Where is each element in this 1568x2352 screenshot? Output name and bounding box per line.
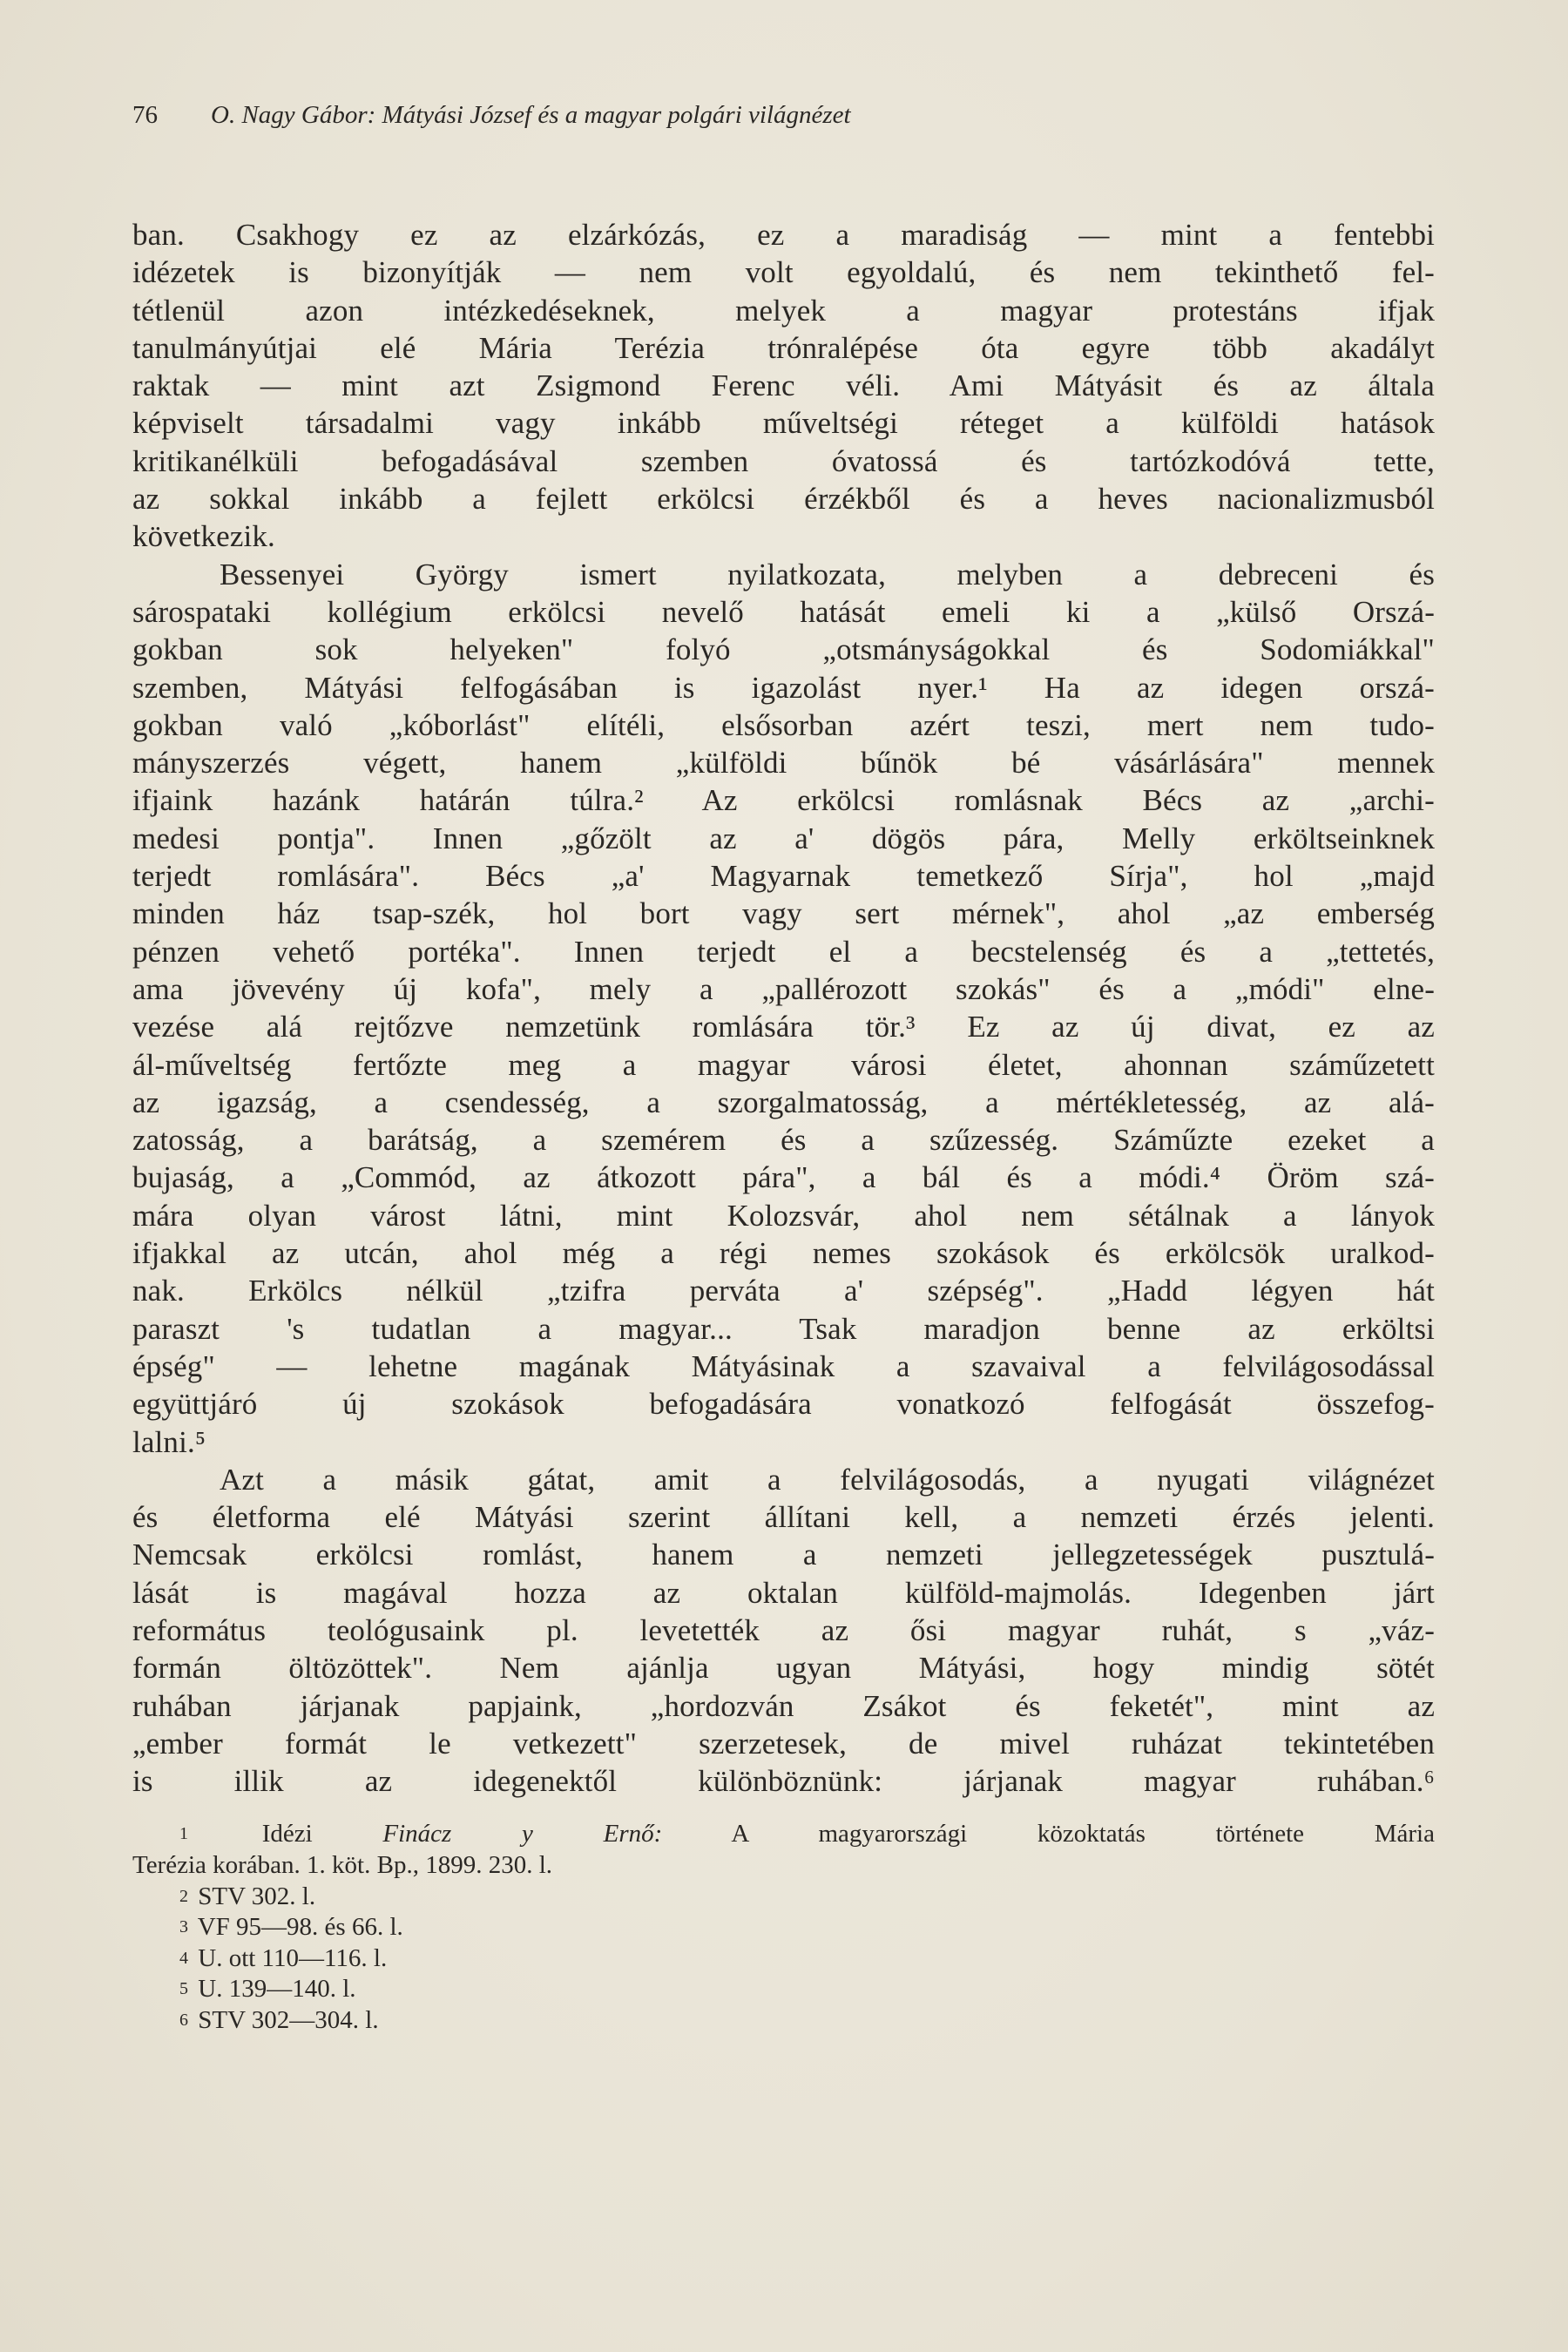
text-line: „ember formát le vetkezett" szerzetesek, de mivel ruházat tekintetében [132, 1726, 1435, 1761]
text-line: mára olyan várost látni, mint Kolozsvár, ahol nem sétálnak a lányok [132, 1198, 1435, 1233]
text-line: az igazság, a csendesség, a szorgalmatosság, a mértékletesség, az alá- [132, 1085, 1435, 1119]
footnote-mark: 6 [179, 2011, 188, 2031]
footnote-text: STV 302—304. l. [198, 2006, 379, 2035]
text-line: kritikanélküli befogadásával szemben óvatossá és tartózkodóvá tette, [132, 443, 1435, 478]
text-line: terjedt romlására". Bécs „a' Magyarnak temetkező Sírja", hol „majd [132, 859, 1435, 894]
text-line: szemben, Mátyási felfogásában is igazolást nyer.¹ Ha az idegen orszá- [132, 670, 1435, 705]
text-line: ifjakkal az utcán, ahol még a régi nemes szokások és erkölcsök uralkod- [132, 1236, 1435, 1271]
text-line: idézetek is bizonyítják — nem volt egyoldalú, és nem tekinthető fel- [132, 255, 1435, 290]
text-line: zatosság, a barátság, a szemérem és a szűzesség. Száműzte ezeket a [132, 1123, 1435, 1158]
text-line: épség" — lehetne magának Mátyásinak a szavaival a felvilágosodással [132, 1348, 1435, 1383]
text-line: lását is magával hozza az oktalan külföld-majmolás. Idegenben járt [132, 1575, 1435, 1610]
text-line: tétlenül azon intézkedéseknek, melyek a magyar protestáns ifjak [132, 293, 1435, 328]
text-line: lalni.⁵ [132, 1424, 206, 1459]
footnote-text: STV 302. l. [198, 1882, 316, 1910]
text-line: sárospataki kollégium erkölcsi nevelő hatását emeli ki a „külső Orszá- [132, 594, 1435, 629]
text-line: ál-műveltség fertőzte meg a magyar városi életet, ahonnan száműzetett [132, 1047, 1435, 1082]
footnote-mark: 5 [179, 1979, 188, 1999]
page-number: 76 [132, 101, 158, 129]
footnote-text: VF 95—98. és 66. l. [197, 1913, 403, 1942]
text-line: medesi pontja". Innen „gőzölt az a' dögös pára, Melly erköltseinknek [132, 821, 1435, 855]
running-title: O. Nagy Gábor: Mátyási József és a magyar polgári világnézet [211, 101, 851, 129]
text-line: paraszt 's tudatlan a magyar... Tsak maradjon benne az erköltsi [132, 1311, 1435, 1346]
footnote-4 [132, 1943, 1435, 1975]
footnote-6 [132, 2005, 1435, 2037]
text-line: és életforma elé Mátyási szerint állítani kell, a nemzeti érzés jelenti. [132, 1500, 1435, 1535]
text-line: gokban való „kóborlást" elítéli, elsősorban azért teszi, mert nem tudo- [132, 707, 1435, 742]
footnote-text: A magyarországi közoktatás története Mária [662, 1820, 1435, 1848]
text-line: ruhában járjanak papjaink, „hordozván Zsákot és feketét", mint az [132, 1688, 1435, 1723]
text-line: raktak — mint azt Zsigmond Ferenc véli. Ami Mátyásit és az általa [132, 368, 1435, 403]
body-text [132, 216, 1435, 2037]
footnote-1-continued [132, 1850, 1435, 1882]
footnote-1: 1 Idézi Finácz y Ernő: A magyarországi közoktatás története Mária [179, 1820, 1435, 1848]
text-line: képviselt társadalmi vagy inkább műveltségi réteget a külföldi hatások [132, 406, 1435, 441]
footnote-text: Terézia korában. 1. köt. Bp., 1899. 230. l. [132, 1851, 552, 1880]
text-line: tanulmányútjai elé Mária Terézia trónralépése óta egyre több akadályt [132, 330, 1435, 365]
footnote-mark: 4 [179, 1948, 188, 1968]
text-line: bujaság, a „Commód, az átkozott pára", a bál és a módi.⁴ Öröm szá- [132, 1160, 1435, 1195]
footnote-text: U. ott 110—116. l. [198, 1943, 388, 1972]
text-line: az sokkal inkább a fejlett erkölcsi érzékből és a heves nacionalizmusból [132, 482, 1435, 517]
text-line: Nemcsak erkölcsi romlást, hanem a nemzeti jellegzetességek pusztulá- [132, 1538, 1435, 1572]
text-line: mányszerzés végett, hanem „külföldi bűnök bé vásárlására" mennek [132, 746, 1435, 781]
footnote-text: U. 139—140. l. [198, 1975, 356, 2004]
paragraph-1 [132, 216, 1435, 556]
text-line: pénzen vehető portéka". Innen terjedt el a becstelenség és a „tettetés, [132, 934, 1435, 969]
text-line: gokban sok helyeken" folyó „otsmányságokkal és Sodomiákkal" [132, 632, 1435, 667]
footnote-author: Finácz y Ernő: [382, 1820, 663, 1848]
footnote-3 [132, 1912, 1435, 1943]
footnotes [132, 1819, 1435, 2036]
text-line: ban. Csakhogy ez az elzárkózás, ez a maradiság — mint a fentebbi [132, 218, 1435, 252]
text-line: nak. Erkölcs nélkül „tzifra perváta a' szépség". „Hadd légyen hát [132, 1274, 1435, 1308]
text-line: együttjáró új szokások befogadására vonatkozó felfogását összefog- [132, 1387, 1435, 1422]
text-line: következik. [132, 519, 275, 554]
text-line: vezése alá rejtőzve nemzetünk romlására tör.³ Ez az új divat, ez az [132, 1010, 1435, 1044]
paragraph-2 [132, 556, 1435, 1461]
text-line: ama jövevény új kofa", mely a „pallérozott szokás" és a „módi" elne- [132, 971, 1435, 1006]
footnote-5 [132, 1974, 1435, 2005]
text-line: ifjaink hazánk határán túlra.² Az erkölcsi romlásnak Bécs az „archi- [132, 783, 1435, 818]
paragraph-3 [132, 1461, 1435, 1801]
footnote-mark: 3 [179, 1917, 188, 1937]
text-line: Bessenyei György ismert nyilatkozata, melyben a debreceni és [220, 557, 1435, 591]
footnote-mark: 1 [179, 1824, 188, 1844]
text-line: minden ház tsap-szék, hol bort vagy sert mérnek", ahol „az emberség [132, 896, 1435, 931]
text-line: is illik az idegenektől különböznünk: járjanak magyar ruhában.⁶ [132, 1764, 1435, 1799]
running-header [132, 98, 1265, 132]
text-line: formán öltözöttek". Nem ajánlja ugyan Mátyási, hogy mindig sötét [132, 1651, 1435, 1686]
text-line: Azt a másik gátat, amit a felvilágosodás, a nyugati világnézet [220, 1462, 1435, 1497]
footnote-mark: 2 [179, 1886, 188, 1906]
footnote-2 [132, 1882, 1435, 1913]
text-line: református teológusaink pl. levetették az ősi magyar ruhát, s „váz- [132, 1612, 1435, 1647]
